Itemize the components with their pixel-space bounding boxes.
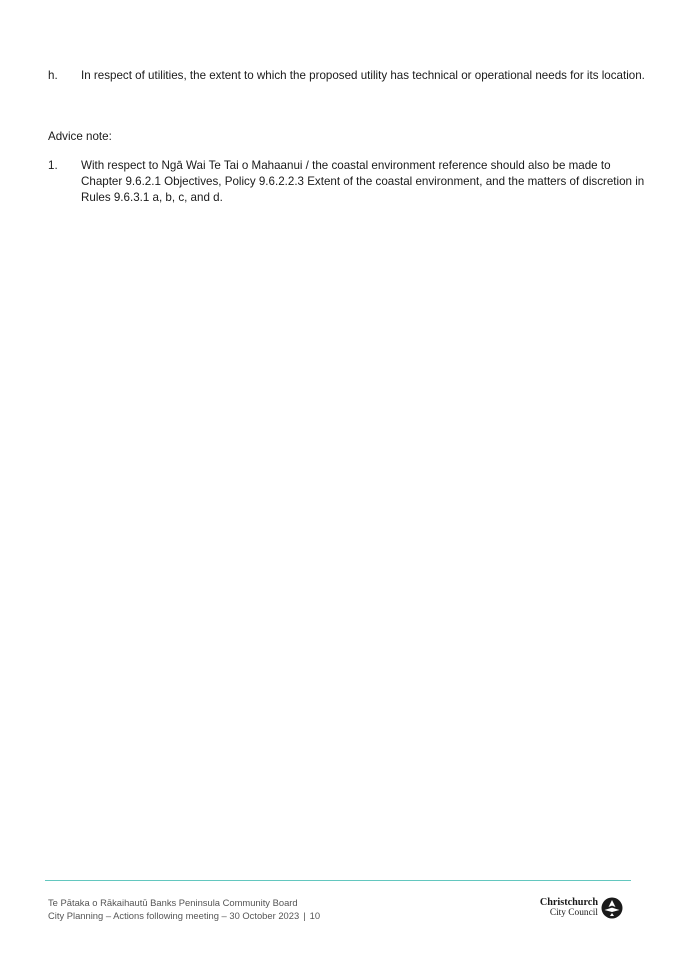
advice-note-marker: 1. xyxy=(48,159,58,172)
footer-text xyxy=(48,896,320,922)
footer-board-name: Te Pātaka o Rākaihautū Banks Peninsula Community Board xyxy=(48,897,298,908)
christchurch-city-council-logo-icon xyxy=(601,897,623,919)
advice-note-heading: Advice note: xyxy=(48,130,112,143)
logo-wordmark-line2: City Council xyxy=(549,908,598,918)
footer-divider xyxy=(45,880,631,881)
clause-marker: h. xyxy=(48,69,58,82)
advice-note-text: With respect to Ngā Wai Te Tai o Mahaanui / the coastal environment reference should also be made to Chapter 9.6.2.1 Objectives, Policy 9.6.2.2.3 Extent of the coastal environment, and the matters of discretion in Rules 9.6.3.1 a, b, c, and d. xyxy=(81,159,645,204)
clause-h xyxy=(48,68,648,84)
logo-wordmark xyxy=(540,898,598,918)
christchurch-city-council-logo xyxy=(540,897,623,919)
footer-meeting-line xyxy=(48,909,320,922)
logo-wordmark-line1: Christchurch xyxy=(539,897,598,908)
clause-text: In respect of utilities, the extent to which the proposed utility has technical or operational needs for its location. xyxy=(81,69,645,82)
footer-meeting-title: City Planning – Actions following meeting – 30 October 2023 xyxy=(48,910,300,921)
footer-page-number: 10 xyxy=(309,910,321,921)
footer-separator: | xyxy=(303,910,306,921)
advice-note-item-1 xyxy=(48,158,648,206)
